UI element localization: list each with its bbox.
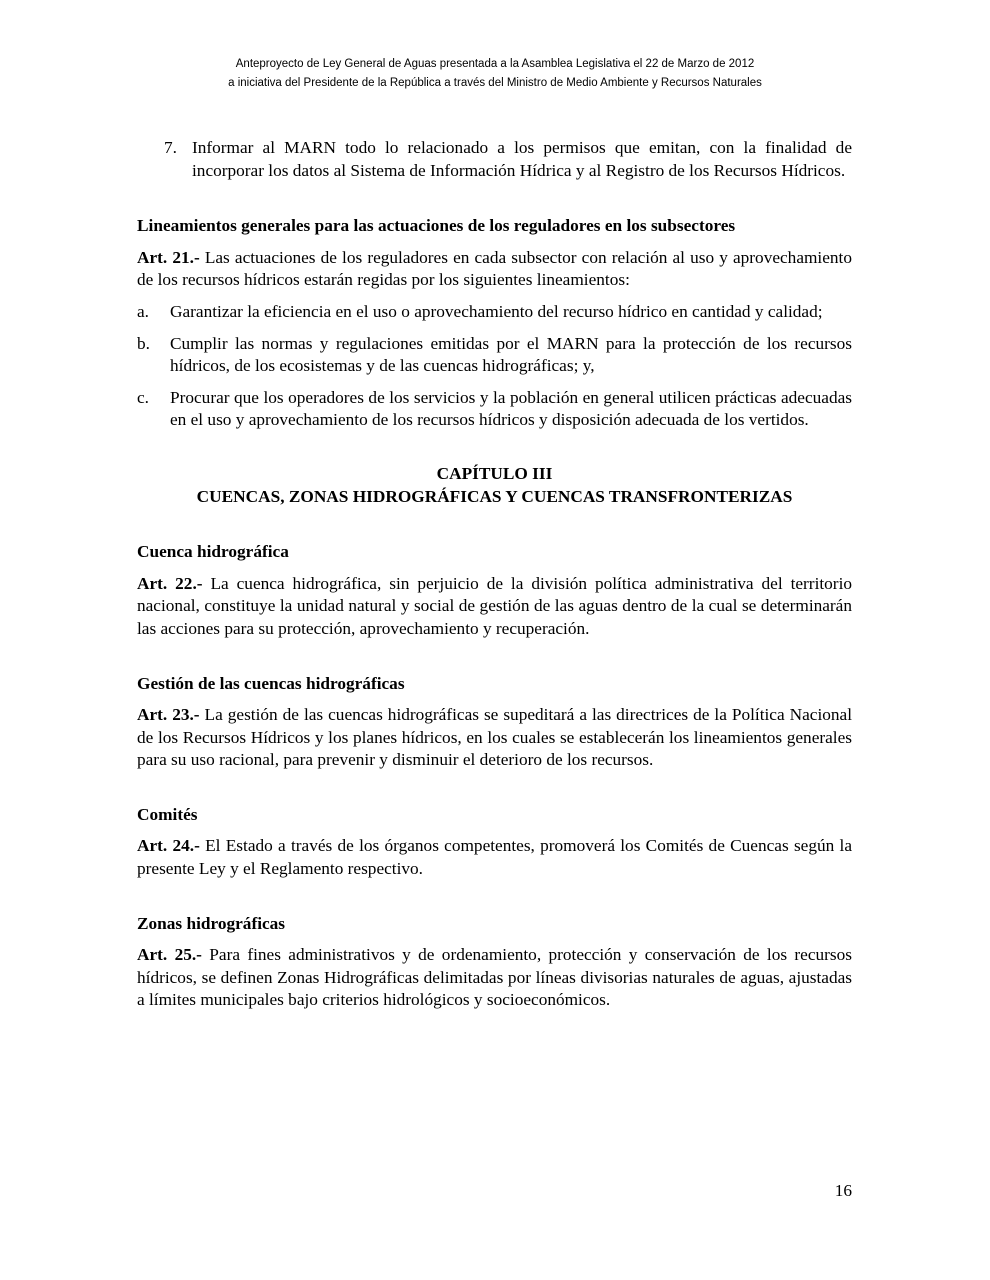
- list-item-7: [137, 137, 852, 182]
- page-header: [0, 55, 990, 93]
- list-item-text: Cumplir las normas y regulaciones emitidas por el MARN para la protección de los recursos hídricos, de los ecosistemas y de las cuencas hidrográficas; y,: [170, 333, 852, 376]
- article-21: [137, 247, 852, 292]
- list-marker: b.: [137, 333, 150, 353]
- article-text: El Estado a través de los órganos competentes, promoverá los Comités de Cuencas según la presente Ley y el Reglamento respectivo.: [137, 836, 852, 879]
- article-24: [137, 835, 852, 880]
- section-heading-lineamientos: Lineamientos generales para las actuaciones de los reguladores en los subsectores: [137, 216, 736, 236]
- article-heading-23: Gestión de las cuencas hidrográficas: [137, 673, 405, 693]
- list-item-b: [137, 333, 852, 378]
- article-22: [137, 573, 852, 641]
- article-label: Art. 21.-: [137, 247, 200, 267]
- list-item-c: [137, 387, 852, 432]
- article-text: La cuenca hidrográfica, sin perjuicio de la división política administrativa del territorio nacional, constituye la unidad natural y social de gestión de las aguas dentro de la cual se determinarán las acciones para su protección, aprovechamiento y recuperación.: [137, 573, 853, 638]
- list-item-text: Procurar que los operadores de los servicios y la población en general utilicen prácticas adecuadas en el uso y aprovechamiento de los recursos hídricos y disposición adecuada de los vertidos.: [170, 387, 852, 430]
- article-label: Art. 25.-: [137, 945, 202, 965]
- article-text: Las actuaciones de los reguladores en cada subsector con relación al uso y aprovechamiento de los recursos hídricos estarán regidas por los siguientes lineamientos:: [137, 247, 852, 290]
- chapter-number: CAPÍTULO III: [436, 463, 553, 483]
- list-marker: c.: [137, 387, 149, 407]
- list-item-text: Informar al MARN todo lo relacionado a los permisos que emitan, con la finalidad de incorporar los datos al Sistema de Información Hídrica y al Registro de los Recursos Hídricos.: [192, 138, 852, 180]
- article-label: Art. 22.-: [137, 573, 203, 593]
- article-label: Art. 23.-: [137, 705, 200, 725]
- list-marker: 7.: [164, 138, 177, 157]
- list-marker: a.: [137, 301, 149, 321]
- page-number: 16: [834, 1181, 852, 1200]
- article-text: La gestión de las cuencas hidrográficas se supeditará a las directrices de la Política Nacional de los Recursos Hídricos y los planes hídricos, en los cuales se establecerán los lineamientos generales para su uso racional, para prevenir y disminuir el deterioro de los recursos.: [137, 705, 852, 770]
- article-label: Art. 24.-: [137, 836, 200, 856]
- article-heading-24: Comités: [137, 804, 198, 824]
- article-heading-25: Zonas hidrográficas: [137, 913, 286, 933]
- header-line-2: a iniciativa del Presidente de la República a través del Ministro de Medio Ambiente y Recursos Naturales: [228, 77, 762, 89]
- header-line-1: Anteproyecto de Ley General de Aguas presentada a la Asamblea Legislativa el 22 de Marzo de 2012: [235, 58, 755, 70]
- article-23: [137, 704, 852, 772]
- document-body: [137, 137, 852, 1012]
- chapter-title: CUENCAS, ZONAS HIDROGRÁFICAS Y CUENCAS TRANSFRONTERIZAS: [196, 486, 793, 506]
- list-item-a: [137, 301, 852, 324]
- article-heading-22: Cuenca hidrográfica: [137, 542, 289, 562]
- list-item-text: Garantizar la eficiencia en el uso o aprovechamiento del recurso hídrico en cantidad y calidad;: [170, 301, 823, 321]
- article-text: Para fines administrativos y de ordenamiento, protección y conservación de los recursos hídricos, se definen Zonas Hidrográficas delimitadas por líneas divisorias naturales de aguas, ajustadas a límites municipales bajo criterios hidrológicos y socioeconómicos.: [137, 945, 853, 1010]
- article-25: [137, 944, 852, 1012]
- chapter-heading: [137, 463, 852, 508]
